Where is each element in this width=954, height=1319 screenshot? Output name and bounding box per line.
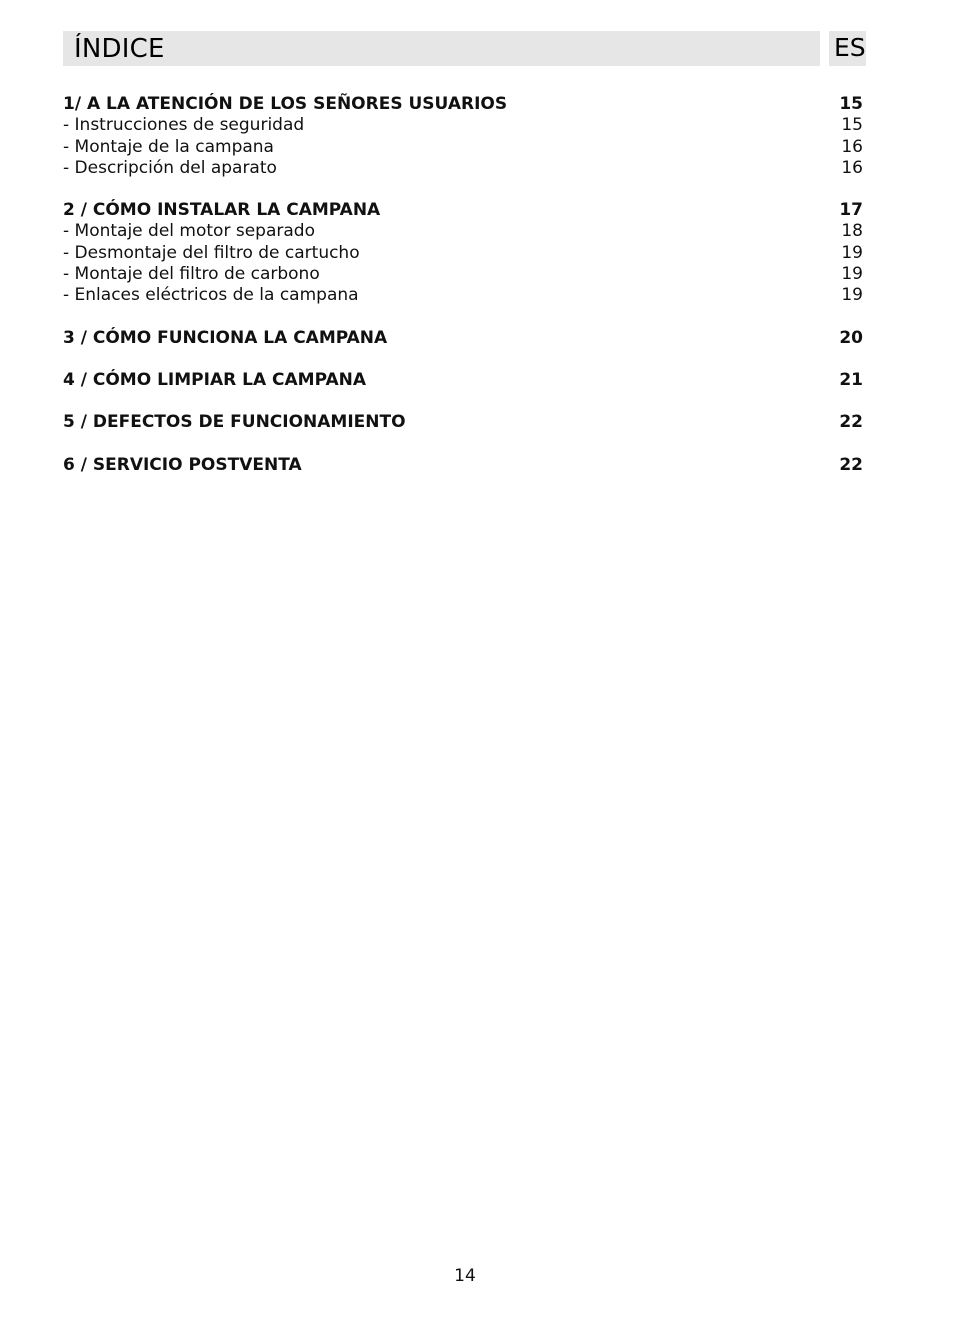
toc-section (63, 328, 863, 349)
toc-entry-page: 15 (841, 115, 863, 136)
toc-chapter-title: 2 / CÓMO INSTALAR LA CAMPANA (63, 200, 381, 221)
toc-chapter-page: 20 (839, 327, 863, 348)
toc-entry[interactable] (63, 137, 863, 158)
page-number: 14 (454, 1266, 476, 1286)
toc-chapter[interactable] (63, 328, 863, 349)
toc-entry-page: 16 (841, 157, 863, 178)
toc-chapter-page: 21 (839, 369, 863, 390)
toc-chapter-title: 6 / SERVICIO POSTVENTA (63, 454, 302, 475)
toc-entry-title: - Desmontaje del filtro de cartucho (63, 242, 360, 263)
toc-section (63, 94, 863, 179)
toc-chapter-page: 15 (839, 94, 863, 114)
toc-section (63, 370, 863, 391)
toc-entry-title: - Instrucciones de seguridad (63, 115, 305, 136)
toc-entry-title: - Montaje de la campana (63, 136, 274, 157)
toc-chapter[interactable] (63, 200, 863, 221)
toc-entry-page: 19 (841, 242, 863, 263)
toc-chapter-title: 1/ A LA ATENCIÓN DE LOS SEÑORES USUARIOS (63, 94, 508, 114)
page-title: ÍNDICE (74, 34, 165, 64)
toc-section (63, 455, 863, 476)
toc-entry-title: - Descripción del aparato (63, 157, 277, 178)
toc-entry-page: 19 (841, 264, 863, 285)
toc-entry[interactable] (63, 285, 863, 306)
toc-chapter[interactable] (63, 412, 863, 433)
toc-entry-page: 19 (841, 285, 863, 306)
toc-entry[interactable] (63, 158, 863, 179)
toc-chapter[interactable] (63, 370, 863, 391)
toc-entry[interactable] (63, 264, 863, 285)
toc-chapter[interactable] (63, 455, 863, 476)
table-of-contents (63, 94, 863, 497)
language-label: ES (834, 33, 866, 62)
toc-entry-title: - Montaje del motor separado (63, 221, 315, 242)
toc-entry[interactable] (63, 243, 863, 264)
toc-chapter-title: 4 / CÓMO LIMPIAR LA CAMPANA (63, 369, 367, 390)
toc-section (63, 412, 863, 433)
toc-entry-title: - Montaje del filtro de carbono (63, 264, 320, 285)
toc-entry[interactable] (63, 115, 863, 136)
toc-entry[interactable] (63, 221, 863, 242)
page-title-bar (63, 31, 820, 66)
toc-entry-page: 18 (841, 221, 863, 242)
toc-chapter-page: 17 (839, 200, 863, 221)
toc-entry-title: - Enlaces eléctricos de la campana (63, 285, 359, 306)
toc-chapter-title: 3 / CÓMO FUNCIONA LA CAMPANA (63, 327, 388, 348)
language-badge (829, 31, 866, 66)
toc-chapter-title: 5 / DEFECTOS DE FUNCIONAMIENTO (63, 412, 406, 433)
toc-entry-page: 16 (841, 136, 863, 157)
toc-chapter[interactable] (63, 94, 863, 115)
toc-section (63, 200, 863, 306)
toc-chapter-page: 22 (839, 454, 863, 475)
toc-chapter-page: 22 (839, 412, 863, 433)
